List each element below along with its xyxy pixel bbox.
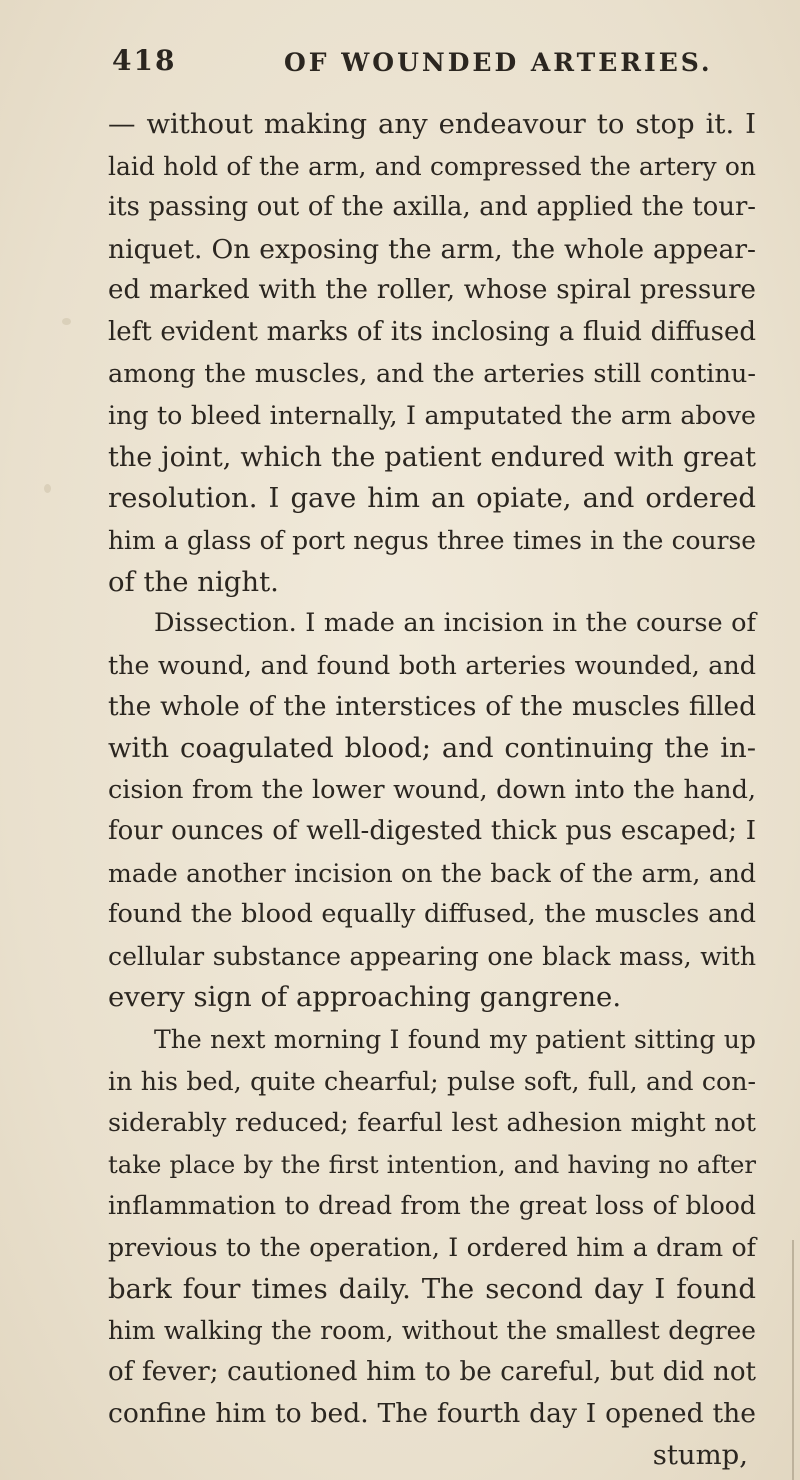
- page-number: 418: [112, 44, 177, 77]
- catchword: stump,: [652, 1439, 748, 1471]
- text-line: the whole of the interstices of the muscles filled: [108, 691, 756, 723]
- page-blemish: [62, 318, 71, 325]
- text-line: bark four times daily. The second day I found: [108, 1272, 756, 1305]
- text-line: made another incision on the back of the arm, and: [108, 858, 756, 888]
- text-line: resolution. I gave him an opiate, and ordered: [108, 482, 756, 515]
- text-line: previous to the operation, I ordered him a dram of: [108, 1233, 756, 1263]
- text-line: its passing out of the axilla, and applied the tour-: [108, 192, 756, 223]
- text-line: four ounces of well-digested thick pus escaped; I: [108, 816, 756, 847]
- text-line: the wound, and found both arteries wounded, and: [108, 649, 756, 680]
- text-line: take place by the first intention, and having no after: [108, 1149, 756, 1179]
- text-line: cision from the lower wound, down into the hand,: [108, 774, 756, 805]
- body-text: [108, 104, 756, 1477]
- text-line: Dissection. I made an incision in the course of: [154, 608, 756, 639]
- text-line: left evident marks of its inclosing a fluid diffused: [108, 316, 756, 347]
- text-line: — without making any endeavour to stop it. I: [108, 108, 756, 140]
- text-line: laid hold of the arm, and compressed the artery on: [108, 151, 756, 181]
- text-line: The next morning I found my patient sitting up: [154, 1025, 756, 1055]
- text-line: of fever; cautioned him to be careful, but did not: [108, 1356, 756, 1387]
- text-line: ing to bleed internally, I amputated the arm above: [108, 401, 756, 431]
- text-line: him walking the room, without the smallest degree: [108, 1316, 756, 1346]
- page-edge-shadow: [792, 1240, 794, 1480]
- text-line: the joint, which the patient endured with great: [108, 441, 756, 473]
- text-line: siderably reduced; fearful lest adhesion might not: [108, 1107, 756, 1138]
- text-line: among the muscles, and the arteries still continu-: [108, 358, 756, 389]
- text-line: niquet. On exposing the arm, the whole appear-: [108, 233, 756, 265]
- text-line: cellular substance appearing one black mass, with: [108, 941, 756, 971]
- text-line: confine him to bed. The fourth day I opened the: [108, 1398, 756, 1430]
- text-line: him a glass of port negus three times in the course: [108, 525, 756, 555]
- text-line: in his bed, quite chearful; pulse soft, full, and con-: [108, 1066, 756, 1096]
- text-line: found the blood equally diffused, the muscles and: [108, 899, 756, 930]
- text-line: inflammation to dread from the great loss of blood: [108, 1191, 756, 1221]
- text-line: ed marked with the roller, whose spiral pressure: [108, 275, 756, 306]
- text-line: every sign of approaching gangrene.: [108, 981, 622, 1014]
- running-title: OF WOUNDED ARTERIES.: [284, 48, 713, 77]
- text-line: of the night.: [108, 565, 279, 598]
- page-blemish: [44, 484, 51, 493]
- text-line: with coagulated blood; and continuing the in-: [108, 731, 756, 764]
- running-head: [112, 44, 732, 84]
